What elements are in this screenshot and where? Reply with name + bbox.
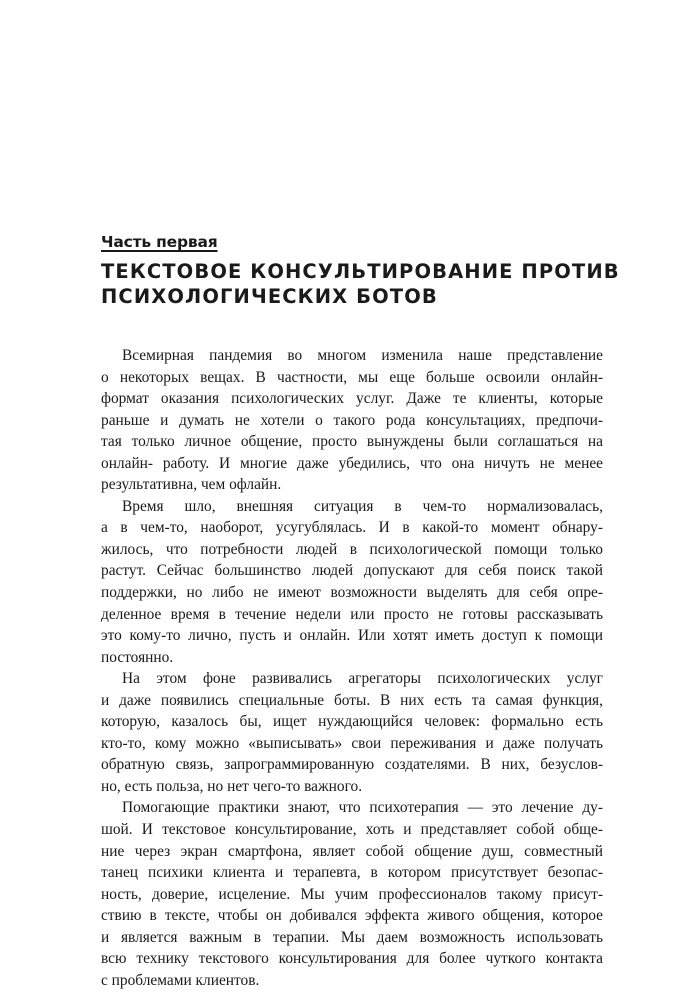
text-line: обратную связь, запрограммированную создателями. В них, безуслов- (101, 756, 603, 774)
text-line: это кому-то лично, пусть и онлайн. Или хотят иметь доступ к помощи (101, 627, 603, 645)
text-line: постоянно. (101, 648, 174, 666)
text-line: и даже появились специальные боты. В них есть та самая функция, (101, 691, 603, 709)
text-line: Помогающие практики знают, что психотерапия — это лечение ду- (122, 799, 603, 817)
text-line: танец психики клиента и терапевта, в котором присутствует безопас- (101, 864, 603, 882)
part-label: Часть первая (101, 233, 218, 251)
text-line: ствию в тексте, чтобы он добивался эффекта живого общения, которое (101, 907, 603, 925)
text-line: растут. Сейчас большинство людей допускают для себя поиск такой (101, 562, 603, 580)
text-line: жилось, что потребности людей в психологической помощи только (101, 540, 603, 558)
text-line: онлайн- работу. И многие даже убедились, что она ничуть не менее (101, 454, 603, 472)
text-line: ние через экран смартфона, являет собой общение душ, совместный (101, 842, 603, 860)
text-line: которую, казалось бы, ищет нуждающийся человек: формально есть (101, 713, 603, 731)
text-line: результативна, чем офлайн. (101, 476, 282, 494)
body-text (101, 345, 603, 991)
text-line: а в чем-то, наоборот, усугублялась. И в какой-то момент обнару- (101, 519, 603, 537)
text-line: поддержки, но либо не имеют возможности выделять для себя опре- (101, 584, 603, 602)
text-line: с проблемами клиентов. (101, 971, 260, 989)
text-line: Всемирная пандемия во многом изменила наше представление (122, 347, 603, 364)
text-line: всю технику текстового консультирования для более чуткого контакта (101, 950, 603, 968)
text-line: Время шло, внешняя ситуация в чем-то нормализовалась, (122, 497, 603, 515)
text-line: тая только личное общение, просто вынуждены были соглашаться на (101, 433, 603, 451)
text-line: кто-то, кому можно «выписывать» свои переживания и даже получать (101, 734, 603, 752)
chapter-title (101, 259, 620, 309)
chapter-title-line: ТЕКСТОВОЕ КОНСУЛЬТИРОВАНИЕ ПРОТИВ (101, 260, 620, 283)
text-line: шой. И текстовое консультирование, хоть и представляет собой обще- (101, 821, 603, 839)
text-line: формат оказания психологических услуг. Даже те клиенты, которые (101, 390, 603, 408)
text-line: о некоторых вещах. В частности, мы еще больше освоили онлайн- (101, 368, 603, 386)
text-line: ность, доверие, исцеление. Мы учим профессионалов такому присут- (101, 885, 603, 903)
text-line: раньше и думать не хотели о такого рода консультациях, предпочи- (101, 411, 603, 429)
text-line: деленное время в течение недели или просто не готовы рассказывать (101, 605, 603, 623)
text-line: и является важным в терапии. Мы даем возможность использовать (101, 928, 603, 946)
chapter-title-line: ПСИХОЛОГИЧЕСКИХ БОТОВ (101, 285, 438, 308)
text-line: На этом фоне развивались агрегаторы психологических услуг (122, 670, 603, 688)
text-line: но, есть польза, но нет чего-то важного. (101, 777, 363, 795)
